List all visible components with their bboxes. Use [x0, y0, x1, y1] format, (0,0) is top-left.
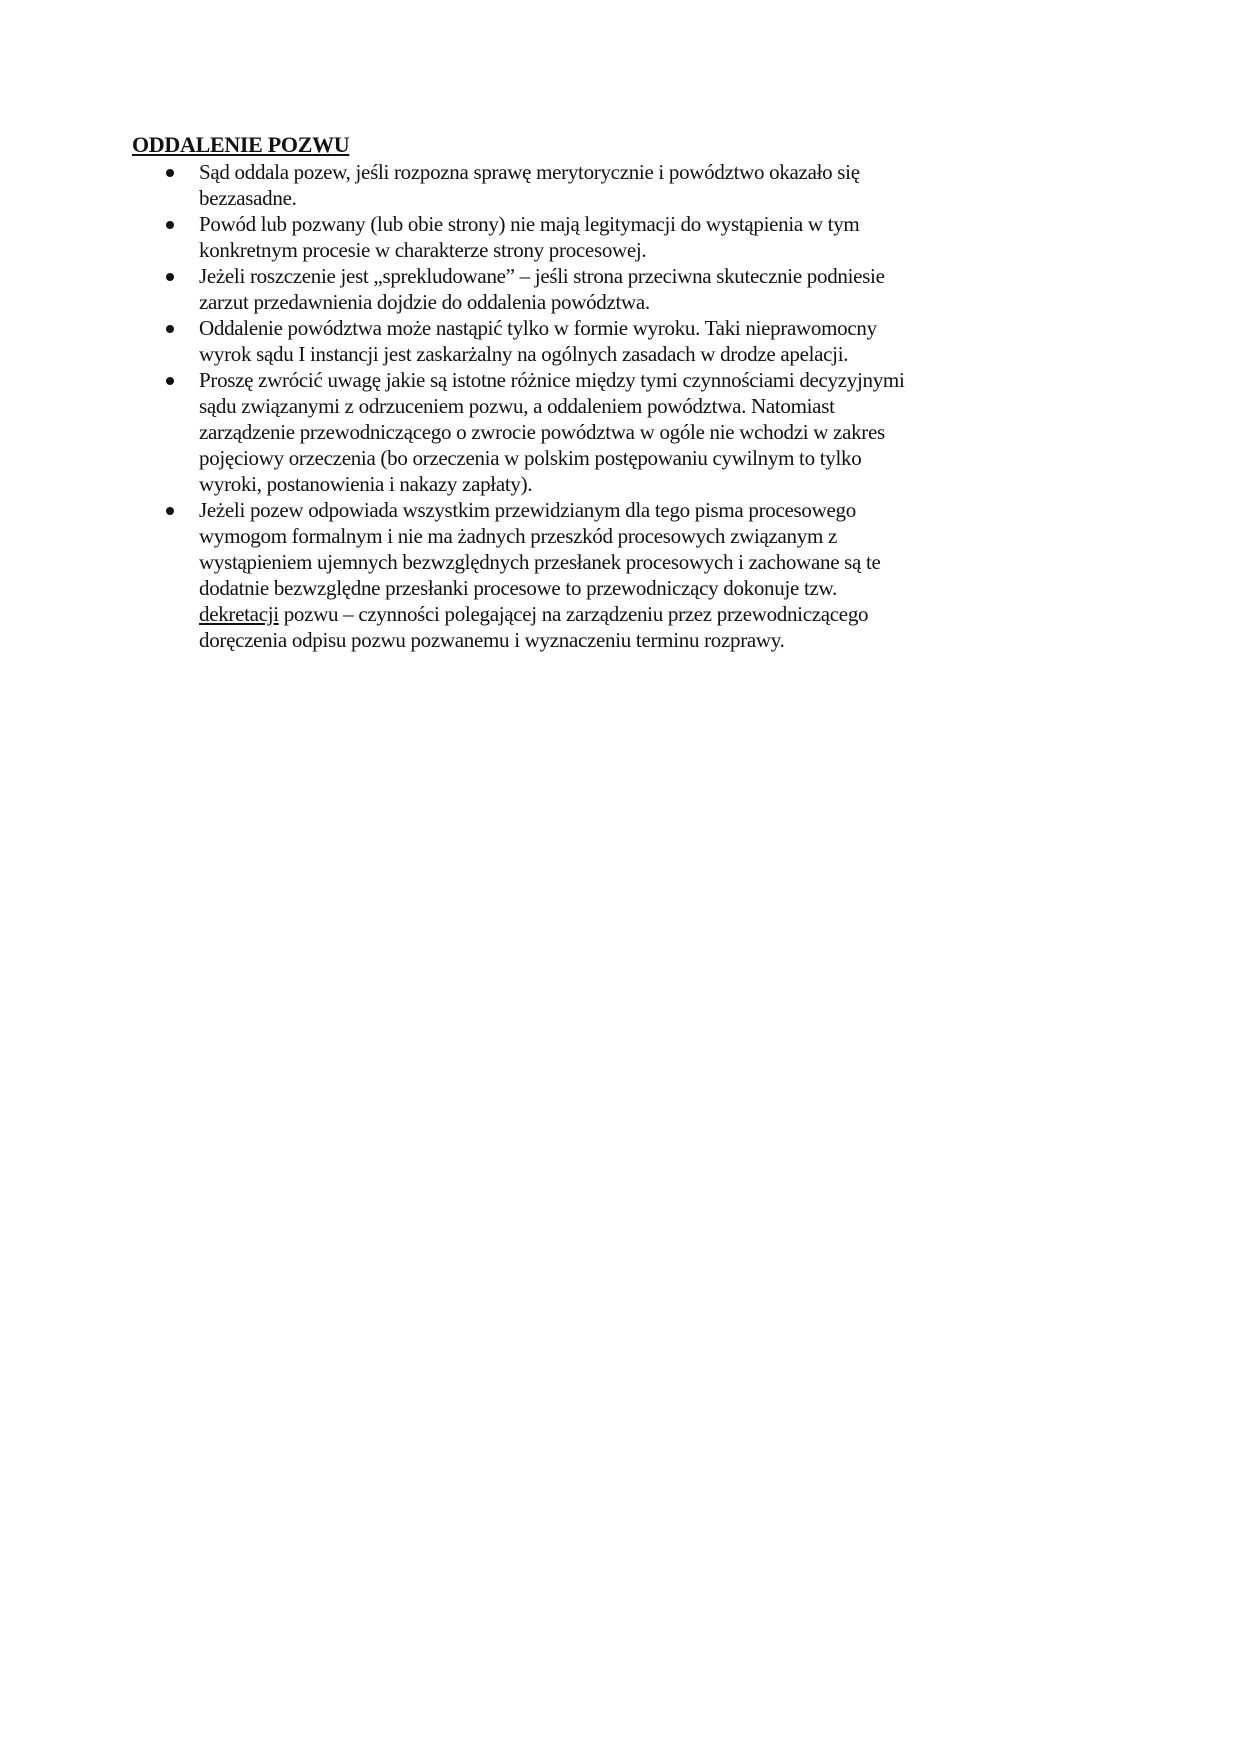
- text-line: wystąpieniem ujemnych bezwzględnych przesłanek procesowych i zachowane są te: [199, 550, 881, 574]
- document-title: ODDALENIE POZWU: [132, 132, 350, 157]
- list-item: [160, 497, 904, 653]
- text-line: Sąd oddala pozew, jeśli rozpozna sprawę merytorycznie i powództwo okazało się: [199, 160, 860, 184]
- text-line: doręczenia odpisu pozwu pozwanemu i wyznaczeniu terminu rozprawy.: [199, 628, 785, 652]
- underlined-term: dekretacji: [199, 602, 279, 626]
- bullet-icon: [166, 273, 174, 281]
- text-line: sądu związanymi z odrzuceniem pozwu, a oddaleniem powództwa. Natomiast: [199, 394, 835, 418]
- list-item: [160, 159, 904, 211]
- text-line: Powód lub pozwany (lub obie strony) nie mają legitymacji do wystąpienia w tym: [199, 212, 860, 236]
- text-line: [199, 601, 904, 627]
- text-line: Oddalenie powództwa może nastąpić tylko w formie wyroku. Taki nieprawomocny: [199, 316, 877, 340]
- list-item: [160, 211, 904, 263]
- list-item: [160, 315, 904, 367]
- bullet-icon: [166, 377, 174, 385]
- text-line: Jeżeli roszczenie jest „sprekludowane” – jeśli strona przeciwna skutecznie podniesie: [199, 264, 885, 288]
- bullet-icon: [166, 507, 174, 515]
- text-line: wymogom formalnym i nie ma żadnych przeszkód procesowych związanym z: [199, 524, 837, 548]
- bullet-icon: [166, 169, 174, 177]
- text-fragment: pozwu – czynności polegającej na zarządzeniu przez przewodniczącego: [278, 602, 869, 626]
- text-line: konkretnym procesie w charakterze strony procesowej.: [199, 238, 647, 262]
- bullet-list: [160, 159, 904, 653]
- text-line: Proszę zwrócić uwagę jakie są istotne różnice między tymi czynnościami decyzyjnymi: [199, 368, 905, 392]
- list-item: [160, 263, 904, 315]
- list-item: [160, 367, 904, 497]
- text-line: zarządzenie przewodniczącego o zwrocie powództwa w ogóle nie wchodzi w zakres: [199, 420, 885, 444]
- text-line: zarzut przedawnienia dojdzie do oddalenia powództwa.: [199, 290, 650, 314]
- bullet-icon: [166, 221, 174, 229]
- text-line: Jeżeli pozew odpowiada wszystkim przewidzianym dla tego pisma procesowego: [199, 498, 856, 522]
- text-line: wyroki, postanowienia i nakazy zapłaty).: [199, 472, 533, 496]
- text-line: wyrok sądu I instancji jest zaskarżalny na ogólnych zasadach w drodze apelacji.: [199, 342, 849, 366]
- text-line: dodatnie bezwzględne przesłanki procesowe to przewodniczący dokonuje tzw.: [199, 576, 837, 600]
- text-line: bezzasadne.: [199, 186, 297, 210]
- text-line: pojęciowy orzeczenia (bo orzeczenia w polskim postępowaniu cywilnym to tylko: [199, 446, 862, 470]
- bullet-icon: [166, 325, 174, 333]
